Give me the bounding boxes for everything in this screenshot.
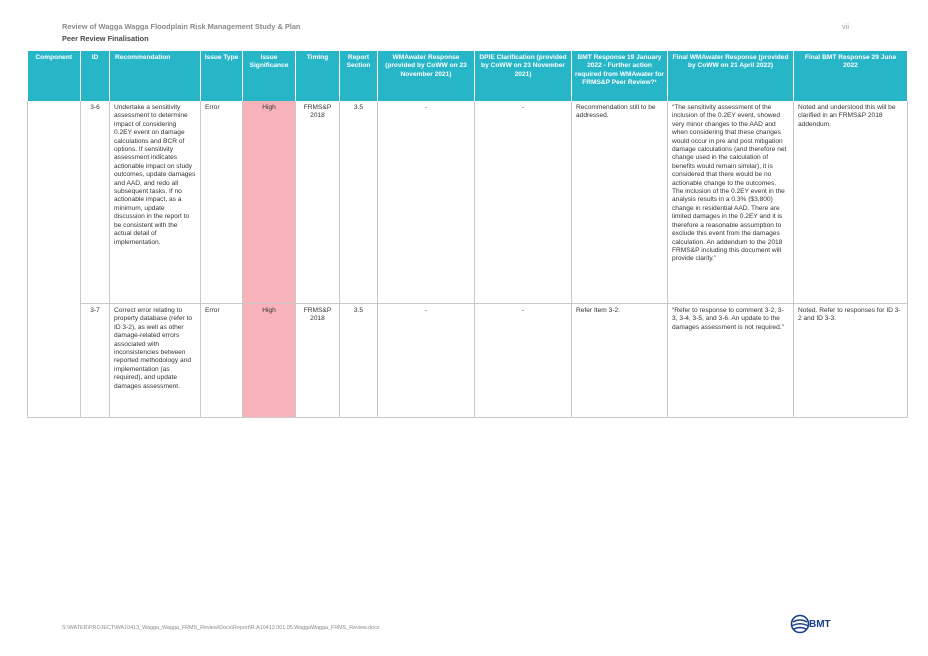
document-subtitle: Peer Review Finalisation: [62, 34, 149, 43]
dpie-clarification-cell: -: [475, 101, 572, 304]
column-header-component: Component: [28, 51, 81, 101]
report-section-cell: 3.5: [340, 101, 378, 304]
column-header-final-wmawater-response: Final WMAwater Response (provided by CoWW on 21 April 2022): [668, 51, 794, 101]
final-bmt-response-cell: Noted. Refer to responses for ID 3-2 and ID 3-3.: [794, 304, 908, 418]
column-header-id: ID: [81, 51, 110, 101]
table-header-row: [28, 51, 908, 101]
report-section-cell: 3.5: [340, 304, 378, 418]
column-header-timing: Timing: [296, 51, 340, 101]
bmt-response-cell: Recommendation still to be addressed.: [572, 101, 668, 304]
final-wmawater-response-cell: “Refer to response to comment 3-2, 3-3, 3-4, 3-5, and 3-6. An update to the damages assessment is not required.”: [668, 304, 794, 418]
file-path-footer: S:\WATER\PROJECT\WA10413_Wagga_Wagga_FRMS_Review\Docs\Report\R.A10413.001.05.WaggaWagga_FRMS_Review.docx: [62, 625, 380, 631]
column-header-issue-significance: Issue Significance: [243, 51, 296, 101]
final-bmt-response-cell: Noted and understood this will be clarified in an FRMS&P 2018 addendum.: [794, 101, 908, 304]
column-header-wmawater-response: WMAwater Response (provided by CoWW on 23 November 2021): [378, 51, 475, 101]
column-header-report-section: Report Section: [340, 51, 378, 101]
bmt-response-cell: Refer Item 3-2.: [572, 304, 668, 418]
column-header-issue-type: Issue Type: [201, 51, 243, 101]
table-row: [28, 101, 908, 304]
globe-icon: [790, 614, 810, 634]
peer-review-table: [27, 51, 908, 418]
table-row: [28, 304, 908, 418]
issue-type-cell: Error: [201, 304, 243, 418]
component-cell: [28, 101, 81, 418]
page-number: vii: [842, 22, 849, 31]
document-title: Review of Wagga Wagga Floodplain Risk Management Study & Plan: [62, 22, 301, 31]
column-header-final-bmt-response: Final BMT Response 29 June 2022: [794, 51, 908, 101]
id-cell: 3-7: [81, 304, 110, 418]
wmawater-response-cell: -: [378, 101, 475, 304]
timing-cell: FRMS&P 2018: [296, 304, 340, 418]
recommendation-cell: Correct error relating to property database (refer to ID 3-2), as well as other damage-related errors associated with inconsistencies between reported methodology and implementation (as required), and update damages assessment.: [110, 304, 201, 418]
column-header-bmt-response: BMT Response 19 January 2022 - Further action required from WMAwater for FRMS&P Peer Review?¹: [572, 51, 668, 101]
column-header-dpie-clarification: DPIE Clarification (provided by CoWW on 23 November 2021): [475, 51, 572, 101]
wmawater-response-cell: -: [378, 304, 475, 418]
logo-text: BMT: [809, 619, 831, 630]
bmt-logo: [790, 614, 842, 634]
issue-significance-cell: High: [243, 101, 296, 304]
issue-type-cell: Error: [201, 101, 243, 304]
timing-cell: FRMS&P 2018: [296, 101, 340, 304]
issue-significance-cell: High: [243, 304, 296, 418]
id-cell: 3-6: [81, 101, 110, 304]
dpie-clarification-cell: -: [475, 304, 572, 418]
column-header-recommendation: Recommendation: [110, 51, 201, 101]
recommendation-cell: Undertake a sensitivity assessment to determine impact of considering 0.2EY event on damage calculations and BCR of options. If sensitivity assessment indicates actionable impact on study outcomes, update damages and AAD, and redo all subsequent tasks. If no actionable impact, as a minimum, update discussion in the report to be consistent with the actual detail of implementation.: [110, 101, 201, 304]
final-wmawater-response-cell: “The sensitivity assessment of the inclusion of the 0.2EY event, showed very minor changes to the AAD and when considering that these changes would occur in pre and post mitigation damage calculations (and therefore net change used in the calculation of benefits would remain similar), it is considered that there would be no actionable change to the outcomes. The inclusion of the 0.2EY event in the analysis results in a 0.3% ($3,800) change in residential AAD. There are limited damages in the 0.2EY and it is therefore a reasonable assumption to exclude this event from the damages calculation. An addendum to the 2018 FRMS&P including this document will provide clarity.”: [668, 101, 794, 304]
